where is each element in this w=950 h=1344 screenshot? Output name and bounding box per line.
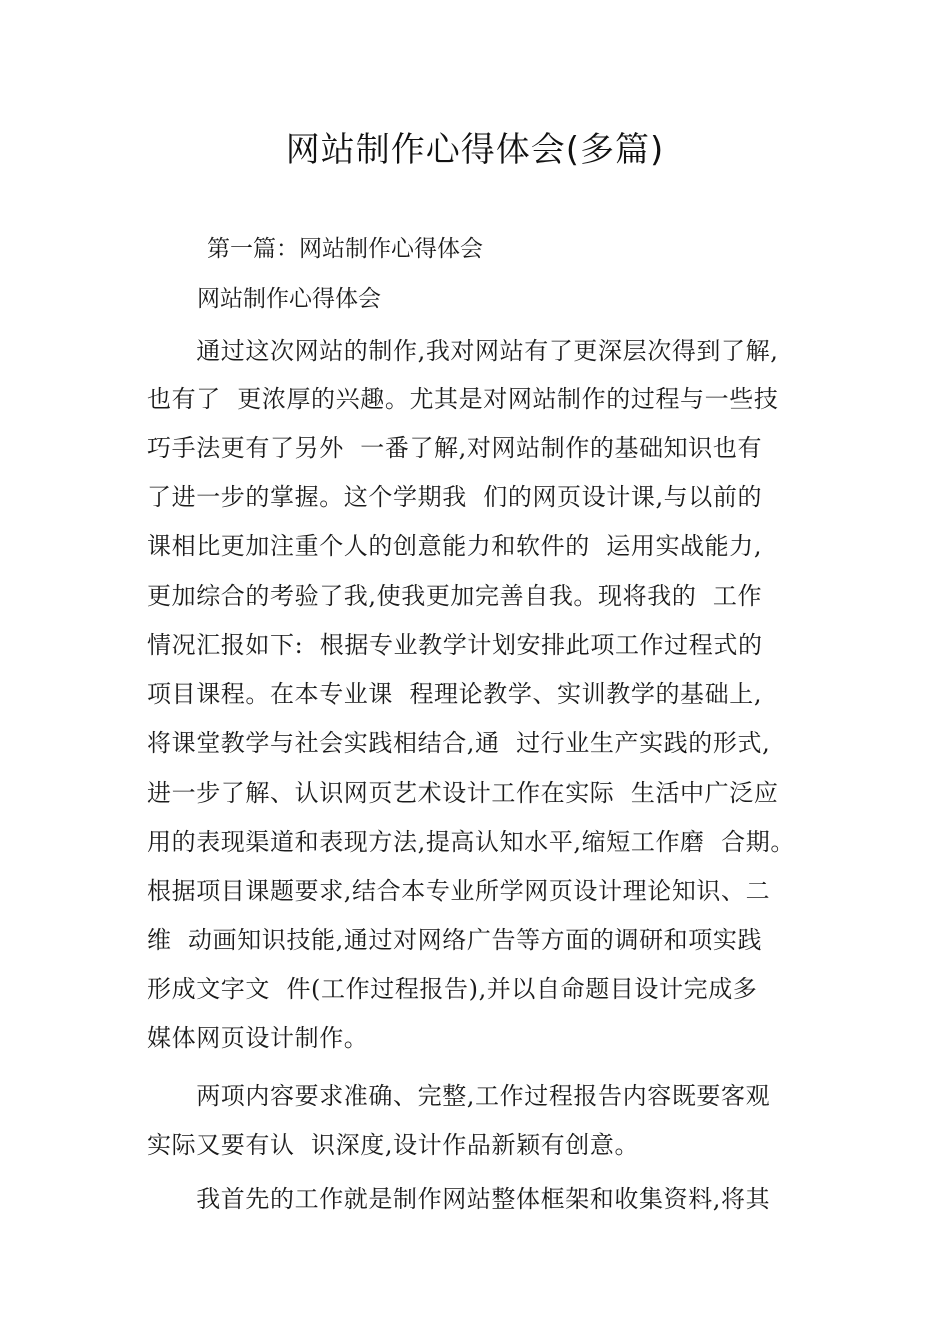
body-line: 维 动画知识技能,通过对网络广告等方面的调研和项实践 xyxy=(147,926,763,954)
body-line: 实际又要有认 识深度,设计作品新颖有创意。 xyxy=(147,1131,640,1159)
body-line: 课相比更加注重个人的创意能力和软件的 运用实战能力, xyxy=(147,532,763,560)
body-line: 形成文字文 件(工作过程报告),并以自命题目设计完成多 xyxy=(147,975,758,1003)
body-line: 根据项目课题要求,结合本专业所学网页设计理论知识、二 xyxy=(147,877,771,905)
body-line: 了进一步的掌握。这个学期我 们的网页设计课,与以前的 xyxy=(147,483,763,511)
body-line: 情况汇报如下: 根据专业教学计划安排此项工作过程式的 xyxy=(147,631,763,659)
body-line: 进一步了解、认识网页艺术设计工作在实际 生活中广泛应 xyxy=(147,779,779,807)
body-line: 更加综合的考验了我,使我更加完善自我。现将我的 工作 xyxy=(147,582,763,610)
body-line: 两项内容要求准确、完整,工作过程报告内容既要客观 xyxy=(147,1082,771,1110)
section-subtitle: 网站制作心得体会 xyxy=(197,286,381,312)
body-line: 用的表现渠道和表现方法,提高认知水平,缩短工作磨 合期。 xyxy=(147,828,795,856)
body-line: 媒体网页设计制作。 xyxy=(147,1024,369,1052)
body-line: 也有了 更浓厚的兴趣。尤其是对网站制作的过程与一些技 xyxy=(147,385,779,413)
section-heading: 第一篇：网站制作心得体会 xyxy=(207,236,483,262)
body-line: 通过这次网站的制作,我对网站有了更深层次得到了解, xyxy=(147,337,779,365)
document-title: 网站制作心得体会(多篇) xyxy=(285,130,665,170)
body-line: 将课堂教学与社会实践相结合,通 过行业生产实践的形式, xyxy=(147,729,771,757)
body-line: 巧手法更有了另外 一番了解,对网站制作的基础知识也有 xyxy=(147,434,763,462)
body-line: 我首先的工作就是制作网站整体框架和收集资料,将其 xyxy=(147,1185,771,1213)
body-line: 项目课程。在本专业课 程理论教学、实训教学的基础上, xyxy=(147,680,763,708)
